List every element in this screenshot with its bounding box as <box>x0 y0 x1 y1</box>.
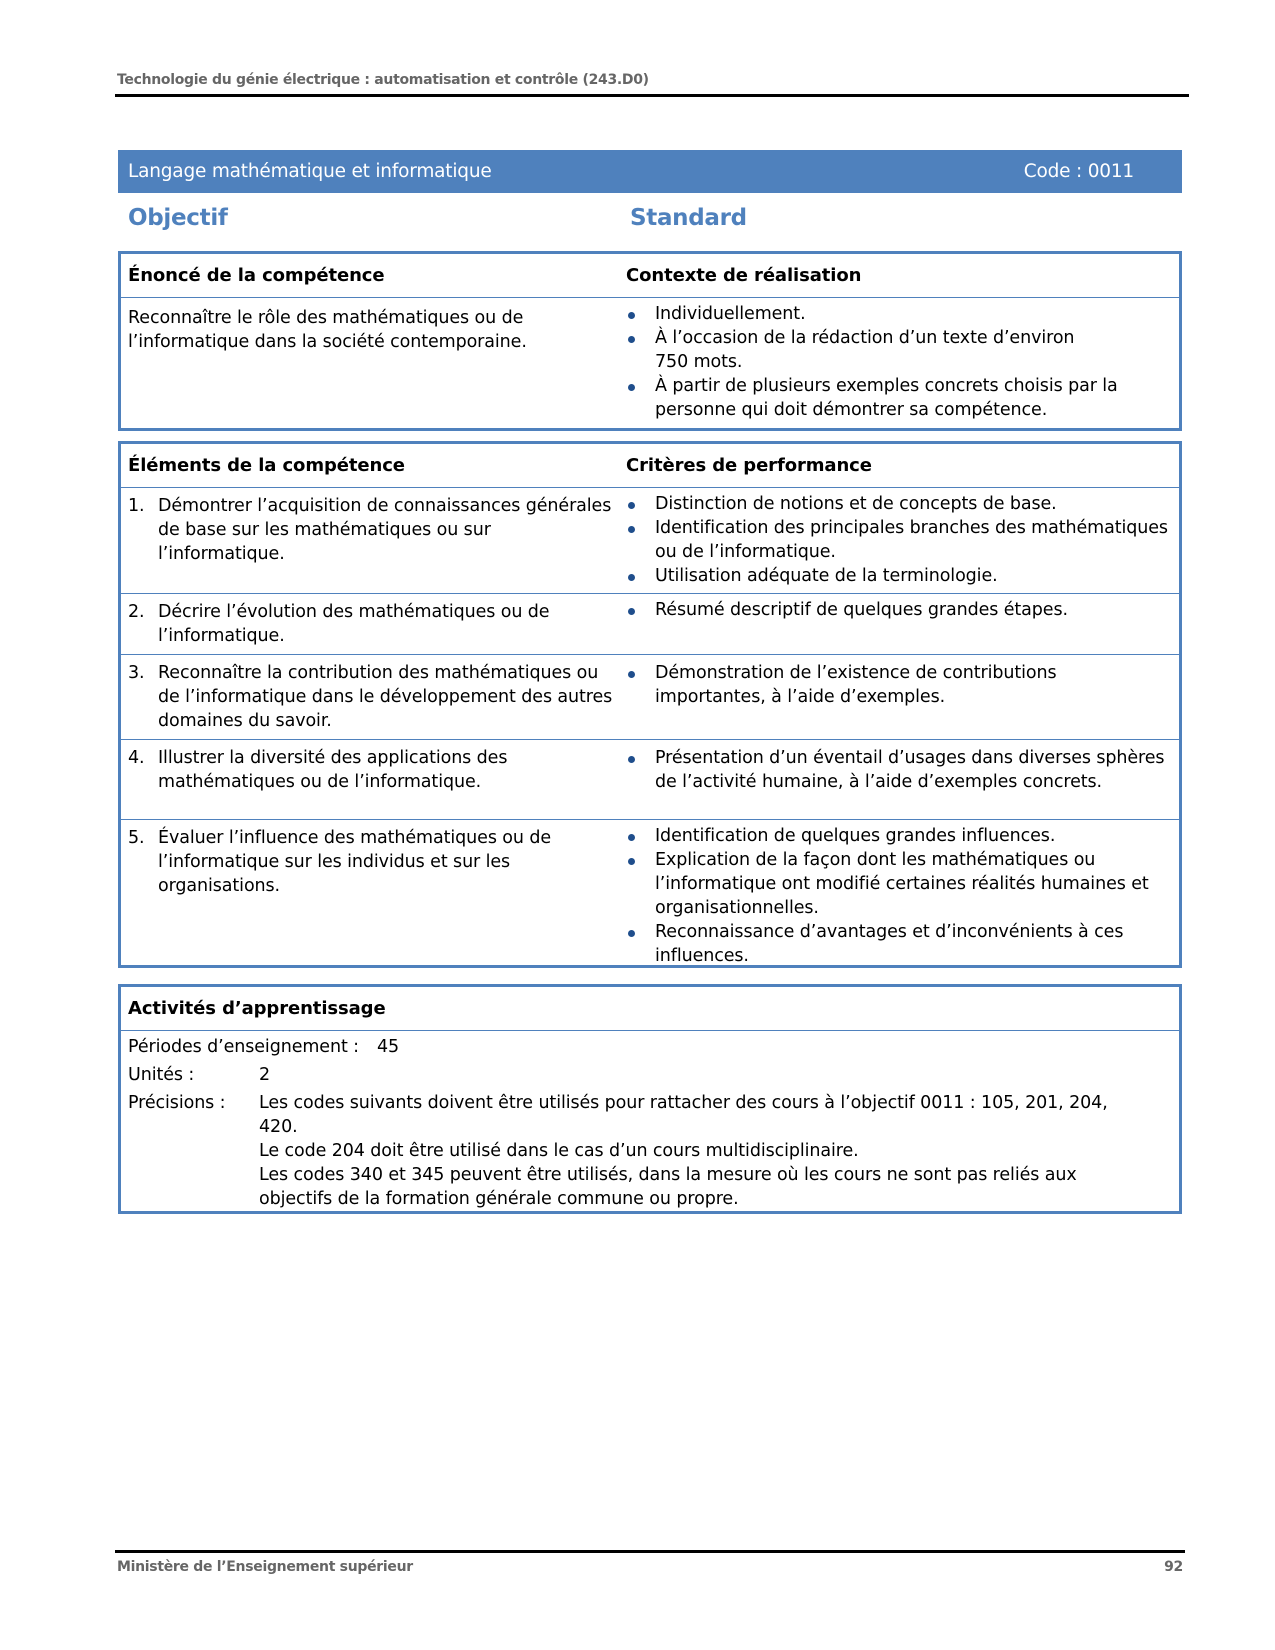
precision-item: Le code 204 doit être utilisé dans le cas d’un cours multidisciplinaire. <box>259 1141 859 1161</box>
criteria-list <box>626 746 1171 794</box>
periods-line <box>128 1035 1169 1059</box>
element-number: 4. <box>128 748 145 768</box>
criteria-cell <box>626 594 1179 654</box>
units-value: 2 <box>259 1065 271 1085</box>
ministry-name: Ministère de l’Enseignement supérieur <box>117 1559 413 1575</box>
criteria-item: Identification de quelques grandes influences. <box>626 824 1171 848</box>
competence-statement <box>121 298 626 426</box>
periods-label: Périodes d’enseignement : <box>128 1037 359 1057</box>
learning-activities-box <box>118 984 1182 1214</box>
statement-header: Énoncé de la compétence <box>128 265 385 286</box>
element-row-1 <box>121 487 1179 593</box>
element-text: Démontrer l’acquisition de connaissances générales de base sur les mathématiques ou sur l’informatique. <box>158 496 612 564</box>
footer-rule <box>115 1550 1185 1553</box>
page-header <box>115 72 1189 97</box>
element-number: 1. <box>128 496 145 516</box>
box-header-row <box>121 987 1179 1030</box>
criteria-item: Explication de la façon dont les mathématiques ou l’informatique ont modifié certaines réalités humaines et organisationnelles. <box>626 848 1171 920</box>
element-text: Évaluer l’influence des mathématiques ou de l’informatique sur les individus et sur les organisations. <box>158 828 552 896</box>
document-title: Technologie du génie électrique : automatisation et contrôle (243.D0) <box>117 72 649 88</box>
box-header-row <box>121 444 1179 487</box>
element-text: Décrire l’évolution des mathématiques ou de l’informatique. <box>158 602 550 646</box>
context-item: À l’occasion de la rédaction d’un texte d’environ 750 mots. <box>626 326 1171 374</box>
criteria-item: Démonstration de l’existence de contributions importantes, à l’aide d’exemples. <box>626 661 1171 709</box>
context-item: Individuellement. <box>626 302 1171 326</box>
criteria-cell <box>626 740 1179 819</box>
competency-banner <box>118 150 1182 193</box>
element-cell <box>121 820 626 972</box>
element-cell <box>121 488 626 593</box>
element-row-5 <box>121 819 1179 972</box>
element-row-4 <box>121 739 1179 819</box>
criteria-item: Utilisation adéquate de la terminologie. <box>626 564 1171 588</box>
box-content-row <box>121 297 1179 426</box>
element-cell <box>121 740 626 819</box>
elements-criteria-box <box>118 441 1182 968</box>
standard-heading: Standard <box>630 205 747 231</box>
criteria-item: Identification des principales branches des mathématiques ou de l’informatique. <box>626 516 1171 564</box>
criteria-header: Critères de performance <box>626 455 872 476</box>
precision-item: Les codes suivants doivent être utilisés pour rattacher des cours à l’objectif 0011 : 105, 201, 204, 420. <box>259 1093 1108 1137</box>
element-cell <box>121 655 626 739</box>
units-label: Unités : <box>128 1065 195 1085</box>
precision-item: Les codes 340 et 345 peuvent être utilisés, dans la mesure où les cours ne sont pas reliés aux objectifs de la formation générale commune ou propre. <box>259 1165 1077 1209</box>
elements-header: Éléments de la compétence <box>128 455 405 476</box>
periods-value: 45 <box>376 1037 400 1057</box>
criteria-item: Résumé descriptif de quelques grandes étapes. <box>626 598 1171 622</box>
criteria-item: Présentation d’un éventail d’usages dans diverses sphères de l’activité humaine, à l’aide d’exemples concrets. <box>626 746 1171 794</box>
statement-line: Reconnaître le rôle des mathématiques ou de <box>128 308 524 328</box>
element-text: Illustrer la diversité des applications des mathématiques ou de l’informatique. <box>158 748 508 792</box>
criteria-list <box>626 661 1171 709</box>
context-list <box>626 302 1171 422</box>
header-rule <box>115 94 1189 97</box>
competency-title: Langage mathématique et informatique <box>128 161 492 182</box>
units-line <box>128 1063 1169 1087</box>
context-list-cell <box>626 298 1179 426</box>
criteria-cell <box>626 820 1179 972</box>
element-row-3 <box>121 654 1179 739</box>
footer-row <box>115 1559 1185 1575</box>
precisions-text <box>259 1091 1169 1211</box>
criteria-cell <box>626 655 1179 739</box>
column-titles <box>128 205 1178 241</box>
criteria-item: Reconnaissance d’avantages et d’inconvénients à ces influences. <box>626 920 1171 968</box>
activities-content <box>121 1030 1179 1219</box>
element-row-2 <box>121 593 1179 654</box>
element-number: 2. <box>128 602 145 622</box>
criteria-cell <box>626 488 1179 593</box>
criteria-item: Distinction de notions et de concepts de base. <box>626 492 1171 516</box>
criteria-list <box>626 492 1171 588</box>
precisions-line <box>128 1091 1169 1211</box>
objective-heading: Objectif <box>128 205 228 231</box>
page-number: 92 <box>1164 1559 1183 1575</box>
precisions-label: Précisions : <box>128 1093 226 1113</box>
context-header: Contexte de réalisation <box>626 265 862 286</box>
criteria-list <box>626 598 1171 622</box>
element-number: 5. <box>128 828 145 848</box>
box-header-row <box>121 254 1179 297</box>
element-number: 3. <box>128 663 145 683</box>
page-footer <box>115 1550 1185 1575</box>
element-text: Reconnaître la contribution des mathématiques ou de l’informatique dans le développement des autres domaines du savoir. <box>158 663 613 731</box>
competence-statement-box <box>118 251 1182 431</box>
context-item: À partir de plusieurs exemples concrets choisis par la personne qui doit démontrer sa compétence. <box>626 374 1171 422</box>
criteria-list <box>626 824 1171 968</box>
statement-line: l’informatique dans la société contemporaine. <box>128 332 527 352</box>
activities-header: Activités d’apprentissage <box>128 998 386 1019</box>
element-cell <box>121 594 626 654</box>
activities-cell <box>121 1031 1179 1219</box>
competency-code: Code : 0011 <box>1023 161 1134 182</box>
